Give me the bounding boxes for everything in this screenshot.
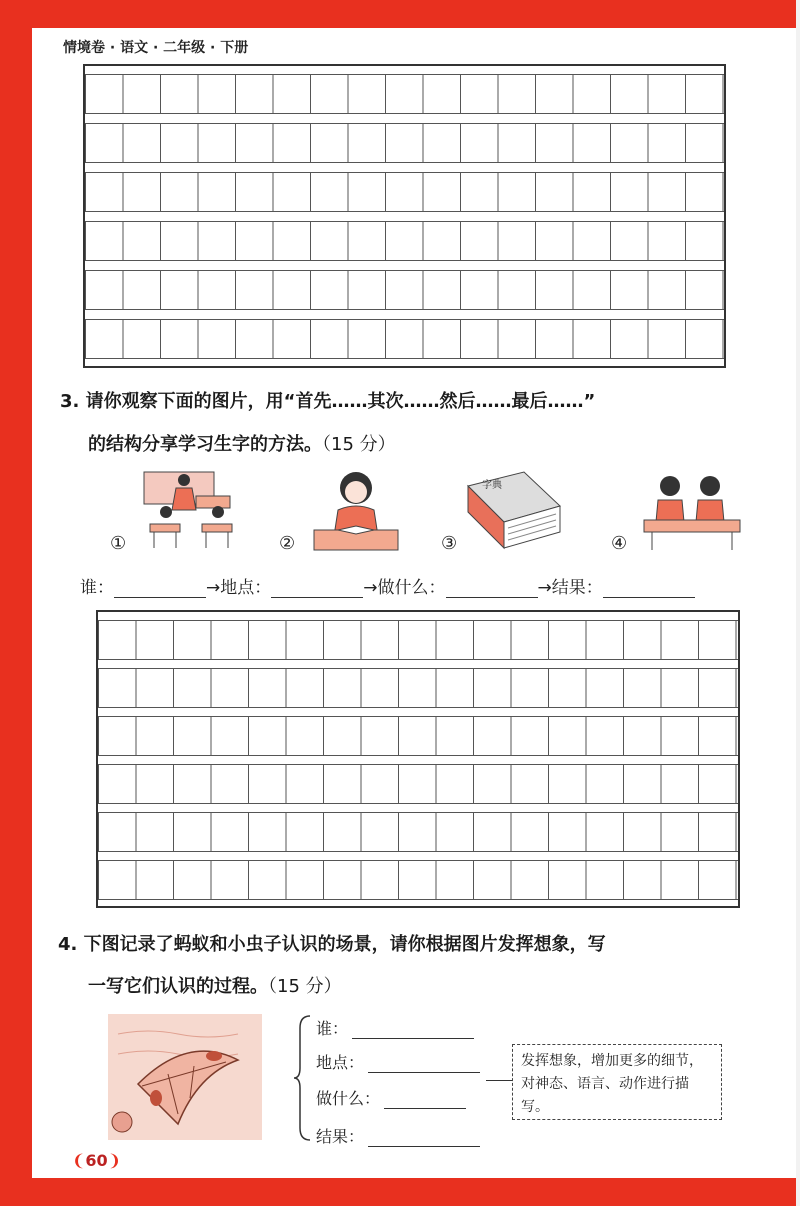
grid-row[interactable] (98, 716, 738, 756)
what-label: →做什么： (363, 578, 446, 598)
result-label: →结果： (537, 578, 603, 598)
q4-score: （15 分） (268, 976, 342, 997)
q3-text-line2: 的结构分享学习生字的方法。 (88, 434, 322, 455)
grid-row[interactable] (98, 860, 738, 900)
where-blank[interactable] (271, 581, 363, 598)
pic-number-3: ③ (441, 533, 458, 554)
ant-and-bug-illustration (108, 1014, 262, 1140)
q4-line1: 4. 下图记录了蚂蚁和小虫子认识的场景，请你根据图片发挥想象，写 (58, 934, 606, 955)
q3-text-line1: 请你观察下面的图片，用“首先……其次……然后……最后……” (85, 391, 596, 412)
grid-row[interactable] (85, 221, 724, 261)
page-header: 情境卷 · 语文 · 二年级 · 下册 (63, 40, 249, 56)
page-number-value: 60 (85, 1151, 108, 1170)
q4-where-row (316, 1050, 480, 1073)
q3-fill-line (80, 573, 695, 598)
pic-number-2: ② (279, 533, 296, 554)
q4-result-blank[interactable] (368, 1130, 480, 1147)
q4-what-row (316, 1086, 466, 1109)
result-blank[interactable] (603, 581, 695, 598)
grid-row[interactable] (98, 812, 738, 852)
grid-row[interactable] (98, 620, 738, 660)
q3-line2 (88, 430, 396, 456)
dictionary-illustration (464, 466, 564, 552)
q4-who-blank[interactable] (352, 1022, 474, 1039)
page-number-ornament-right: ❩ (107, 1151, 122, 1170)
q4-where-blank[interactable] (368, 1056, 480, 1073)
grid-row[interactable] (85, 123, 724, 163)
grid-row[interactable] (85, 172, 724, 212)
pic-number-4: ④ (611, 533, 628, 554)
page-number-ornament-left: ❨ (72, 1151, 86, 1170)
brace-icon (292, 1014, 312, 1142)
grid-row[interactable] (98, 668, 738, 708)
where-label: →地点： (206, 578, 272, 598)
q3-line1: 3. 请你观察下面的图片，用“首先……其次……然后……最后……” (60, 391, 596, 412)
connector-line (486, 1080, 512, 1081)
q4-what-blank[interactable] (384, 1092, 466, 1109)
dictionary-label: 字典 (482, 480, 502, 491)
q3-score: （15 分） (322, 434, 396, 455)
q4-text-line1: 下图记录了蚂蚁和小虫子认识的场景，请你根据图片发挥想象，写 (83, 934, 606, 955)
grid-row[interactable] (98, 764, 738, 804)
page-edge (796, 0, 800, 1206)
q4-who-row (316, 1016, 474, 1039)
pic-number-1: ① (110, 533, 127, 554)
writing-grid-top (83, 64, 726, 368)
two-girls-illustration (642, 468, 742, 552)
q4-result-label: 结果： (316, 1127, 365, 1146)
hint-note: 发挥想象，增加更多的细节，对神态、语言、动作进行描写。 (512, 1044, 722, 1120)
what-blank[interactable] (446, 581, 538, 598)
grid-row[interactable] (85, 74, 724, 114)
q4-result-row (316, 1124, 480, 1147)
q4-text-line2: 一写它们认识的过程。 (88, 976, 268, 997)
who-blank[interactable] (114, 581, 206, 598)
q4-where-label: 地点： (316, 1053, 365, 1072)
q4-who-label: 谁： (316, 1019, 349, 1038)
classroom-illustration (140, 466, 248, 550)
q4-what-label: 做什么： (316, 1089, 381, 1108)
girl-reading-illustration (308, 466, 404, 552)
q4-number: 4 (58, 934, 71, 955)
page-number (72, 1151, 121, 1170)
q4-line2 (88, 972, 342, 998)
grid-row[interactable] (85, 319, 724, 359)
who-label: 谁： (80, 578, 114, 598)
q3-number: 3 (60, 391, 73, 412)
grid-row[interactable] (85, 270, 724, 310)
writing-grid-q3 (96, 610, 740, 908)
